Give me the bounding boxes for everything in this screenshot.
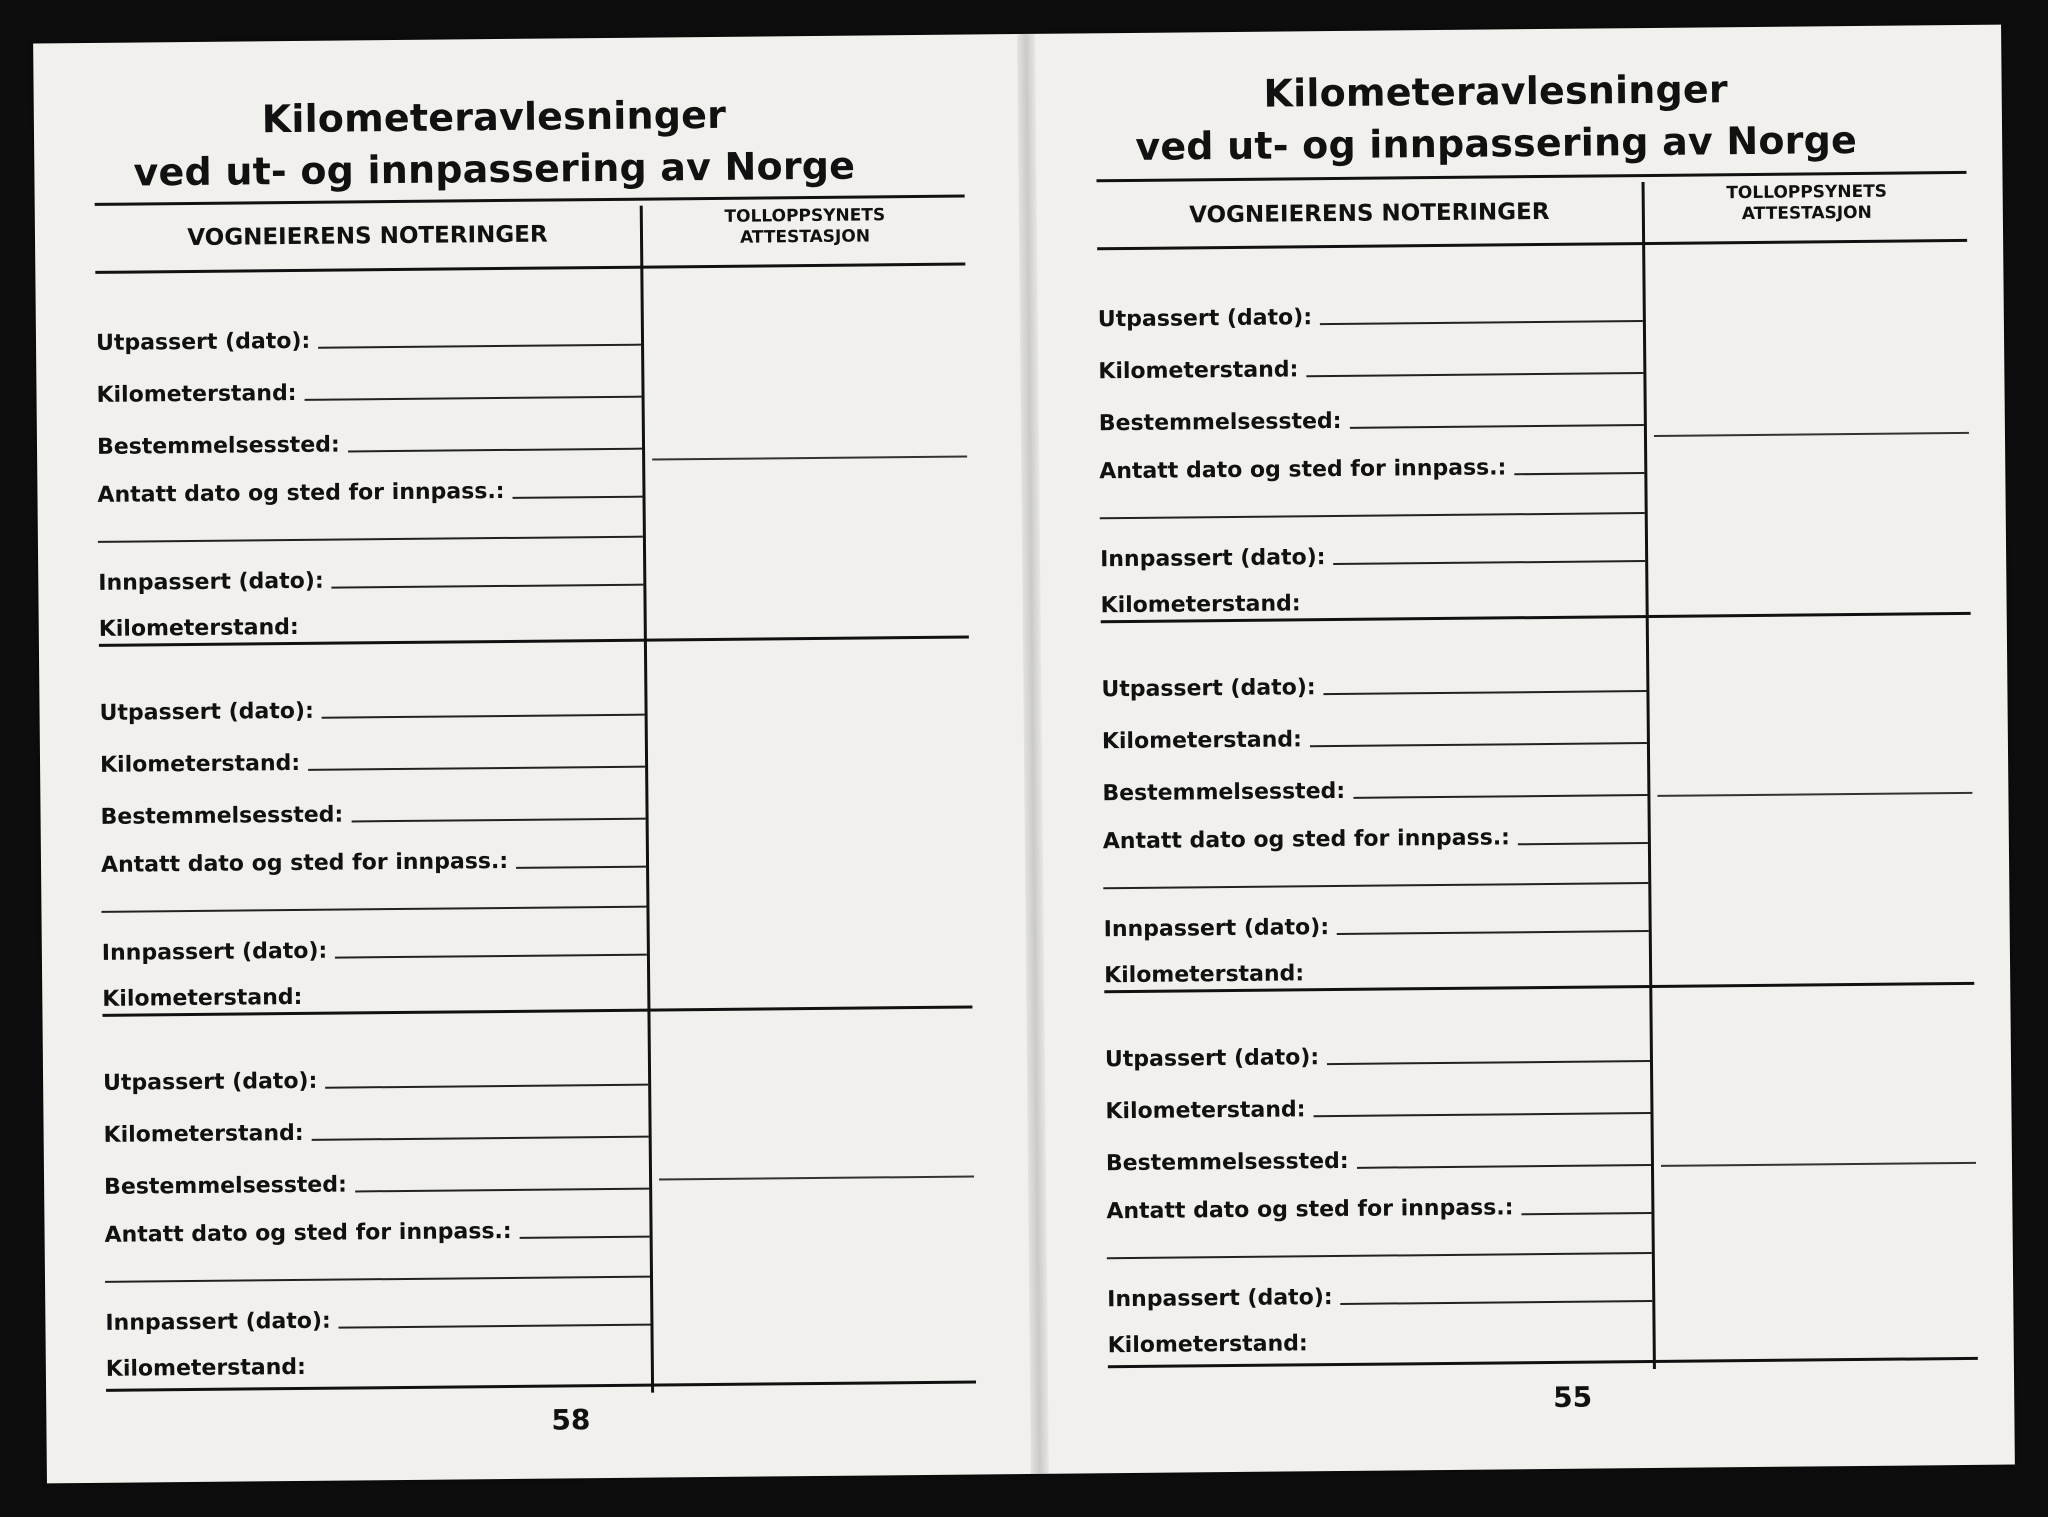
kilometerstand-label: Kilometerstand: — [105, 1354, 307, 1382]
kilometerstand-label: Kilometerstand: — [103, 1120, 304, 1148]
customs-heading-line-1: TOLLOPPSYNETS — [724, 205, 886, 227]
utpassert-label: Utpassert (dato): — [1104, 1045, 1320, 1073]
entry-block-2 — [1101, 617, 1975, 995]
bestemmelsessted-label: Bestemmelsessted: — [100, 802, 344, 830]
title-line-2: ved ut- og innpassering av Norge — [133, 143, 856, 195]
innpassert-label: Innpassert (dato): — [101, 938, 328, 966]
antatt-field[interactable] — [104, 1214, 649, 1249]
innpassert-field[interactable] — [1107, 1278, 1652, 1313]
antatt-label: Antatt dato og sted for innpass.: — [1102, 825, 1511, 855]
innpassert-line[interactable] — [339, 1324, 651, 1329]
kilometerstand-out-field[interactable] — [1105, 1090, 1650, 1125]
antatt-line[interactable] — [1522, 1212, 1652, 1215]
utpassert-label: Utpassert (dato): — [99, 698, 314, 726]
bestemmelsessted-label: Bestemmelsessted: — [1102, 778, 1346, 807]
block-separator — [106, 1380, 976, 1391]
utpassert-field[interactable] — [103, 1062, 648, 1097]
bestemmelsessted-line[interactable] — [348, 448, 642, 453]
kilometerstand-label: Kilometerstand: — [96, 380, 297, 408]
innpassert-field[interactable] — [1100, 538, 1645, 573]
entry-block-3 — [1104, 987, 1978, 1365]
kilometerstand-in-field[interactable] — [1100, 584, 1645, 619]
bestemmelsessted-line[interactable] — [1350, 424, 1644, 429]
innpassert-label: Innpassert (dato): — [1103, 915, 1330, 943]
antatt-field[interactable] — [1099, 450, 1644, 485]
antatt-field[interactable] — [97, 474, 642, 509]
antatt-extra-line[interactable] — [101, 906, 646, 913]
kilometerstand-label: Kilometerstand: — [1101, 727, 1303, 755]
customs-attestation-heading — [645, 205, 965, 250]
innpassert-field[interactable] — [98, 562, 643, 597]
antatt-field[interactable] — [101, 844, 646, 879]
innpassert-label: Innpassert (dato): — [105, 1308, 331, 1336]
kilometerstand-label: Kilometerstand: — [1100, 591, 1301, 619]
customs-heading-line-2: ATTESTASJON — [1741, 202, 1872, 225]
antatt-label: Antatt dato og sted for innpass.: — [97, 478, 505, 508]
utpassert-field[interactable] — [1101, 668, 1646, 703]
bestemmelsessted-line[interactable] — [355, 1188, 649, 1193]
utpassert-line[interactable] — [318, 344, 641, 349]
page-number: 55 — [1553, 1380, 1593, 1414]
antatt-line[interactable] — [513, 496, 643, 499]
bestemmelsessted-field[interactable] — [1102, 772, 1647, 807]
kilometerstand-label: Kilometerstand: — [102, 984, 303, 1012]
left-page — [33, 34, 1031, 1483]
antatt-label: Antatt dato og sted for innpass.: — [104, 1218, 512, 1248]
block-separator — [1108, 1357, 1978, 1368]
page-title — [1065, 61, 1926, 173]
page-title — [64, 87, 925, 199]
innpassert-label: Innpassert (dato): — [1107, 1285, 1333, 1313]
kilometerstand-out-field[interactable] — [100, 744, 645, 779]
header-top-rule — [1096, 171, 1966, 182]
customs-stamp-line — [1657, 792, 1972, 797]
customs-stamp-line — [652, 456, 967, 461]
bestemmelsessted-label: Bestemmelsessted: — [96, 432, 340, 460]
utpassert-label: Utpassert (dato): — [102, 1068, 318, 1096]
utpassert-line[interactable] — [325, 1084, 648, 1089]
utpassert-line[interactable] — [322, 714, 645, 719]
document-spread — [33, 25, 2015, 1484]
kilometerstand-line[interactable] — [1314, 1112, 1651, 1117]
antatt-extra-line[interactable] — [105, 1276, 650, 1283]
page-number: 58 — [551, 1403, 591, 1437]
kilometerstand-in-field[interactable] — [1104, 954, 1649, 989]
utpassert-field[interactable] — [1098, 298, 1643, 333]
kilometerstand-line[interactable] — [305, 396, 642, 401]
utpassert-label: Utpassert (dato): — [1097, 305, 1313, 333]
kilometerstand-label: Kilometerstand: — [1105, 1097, 1306, 1125]
kilometerstand-label: Kilometerstand: — [1104, 961, 1305, 989]
kilometerstand-out-field[interactable] — [103, 1114, 648, 1149]
customs-stamp-line — [1661, 1162, 1976, 1167]
utpassert-line[interactable] — [1324, 690, 1647, 695]
kilometerstand-label: Kilometerstand: — [1107, 1331, 1308, 1359]
kilometerstand-in-field[interactable] — [106, 1348, 651, 1383]
kilometerstand-in-field[interactable] — [1108, 1324, 1653, 1359]
customs-attestation-heading — [1647, 181, 1967, 226]
innpassert-line[interactable] — [1341, 1300, 1653, 1305]
bestemmelsessted-field[interactable] — [97, 426, 642, 461]
antatt-line[interactable] — [1514, 472, 1644, 475]
kilometerstand-in-field[interactable] — [99, 608, 644, 643]
title-line-1: Kilometeravlesninger — [261, 92, 727, 142]
innpassert-line[interactable] — [1334, 560, 1646, 565]
bestemmelsessted-line[interactable] — [1357, 1164, 1651, 1169]
owner-notes-heading: VOGNEIERENS NOTERINGER — [187, 221, 548, 252]
bestemmelsessted-line[interactable] — [351, 818, 645, 823]
antatt-label: Antatt dato og sted for innpass.: — [1099, 455, 1507, 485]
kilometerstand-label: Kilometerstand: — [99, 750, 301, 778]
antatt-extra-line[interactable] — [1107, 1252, 1652, 1259]
innpassert-label: Innpassert (dato): — [1100, 545, 1326, 573]
bestemmelsessted-field[interactable] — [100, 796, 645, 831]
antatt-label: Antatt dato og sted for innpass.: — [1106, 1195, 1514, 1225]
utpassert-field[interactable] — [96, 322, 641, 357]
antatt-line[interactable] — [520, 1236, 650, 1239]
right-page — [1035, 24, 2033, 1473]
antatt-field[interactable] — [1103, 820, 1648, 855]
entry-block-1 — [95, 271, 969, 649]
bestemmelsessted-line[interactable] — [1353, 794, 1647, 799]
kilometerstand-line[interactable] — [308, 766, 645, 771]
bestemmelsessted-label: Bestemmelsessted: — [1098, 408, 1342, 437]
innpassert-label: Innpassert (dato): — [98, 568, 324, 596]
kilometerstand-out-field[interactable] — [96, 374, 641, 409]
antatt-line[interactable] — [516, 866, 646, 869]
kilometerstand-out-field[interactable] — [1102, 720, 1647, 755]
innpassert-line[interactable] — [1337, 930, 1649, 935]
antatt-extra-line[interactable] — [1100, 512, 1645, 519]
kilometerstand-out-field[interactable] — [1098, 350, 1643, 385]
kilometerstand-label: Kilometerstand: — [1098, 357, 1299, 385]
bestemmelsessted-field[interactable] — [104, 1166, 649, 1201]
antatt-extra-line[interactable] — [98, 536, 643, 543]
bestemmelsessted-label: Bestemmelsessted: — [103, 1172, 347, 1200]
innpassert-line[interactable] — [335, 954, 647, 959]
utpassert-line[interactable] — [1320, 320, 1643, 325]
title-line-1: Kilometeravlesninger — [1263, 67, 1729, 116]
title-line-2: ved ut- og innpassering av Norge — [1135, 117, 1858, 169]
customs-heading-line-1: TOLLOPPSYNETS — [1726, 181, 1888, 204]
kilometerstand-line[interactable] — [1310, 742, 1647, 747]
bestemmelsessted-field[interactable] — [1106, 1142, 1651, 1177]
customs-stamp-line — [1654, 432, 1969, 437]
entry-block-1 — [1097, 247, 1971, 625]
bestemmelsessted-field[interactable] — [1099, 402, 1644, 437]
entry-block-3 — [102, 1011, 976, 1389]
antatt-label: Antatt dato og sted for innpass.: — [100, 848, 509, 878]
owner-notes-heading: VOGNEIERENS NOTERINGER — [1189, 198, 1550, 229]
bestemmelsessted-label: Bestemmelsessted: — [1105, 1148, 1349, 1177]
kilometerstand-line[interactable] — [312, 1136, 649, 1141]
antatt-field[interactable] — [1106, 1190, 1651, 1225]
innpassert-field[interactable] — [105, 1302, 650, 1337]
customs-stamp-line — [659, 1175, 974, 1180]
antatt-line[interactable] — [1518, 842, 1648, 845]
kilometerstand-line[interactable] — [1306, 372, 1643, 377]
innpassert-field[interactable] — [102, 932, 647, 967]
utpassert-label: Utpassert (dato): — [95, 328, 311, 356]
utpassert-field[interactable] — [1105, 1038, 1650, 1073]
antatt-extra-line[interactable] — [1103, 882, 1648, 889]
kilometerstand-label: Kilometerstand: — [98, 614, 299, 642]
customs-heading-line-2: ATTESTASJON — [739, 226, 871, 248]
utpassert-field[interactable] — [99, 692, 644, 727]
innpassert-line[interactable] — [332, 584, 644, 589]
utpassert-label: Utpassert (dato): — [1101, 675, 1316, 703]
kilometerstand-in-field[interactable] — [102, 978, 647, 1013]
utpassert-line[interactable] — [1327, 1060, 1650, 1065]
innpassert-field[interactable] — [1104, 908, 1649, 943]
entry-block-2 — [99, 641, 973, 1019]
